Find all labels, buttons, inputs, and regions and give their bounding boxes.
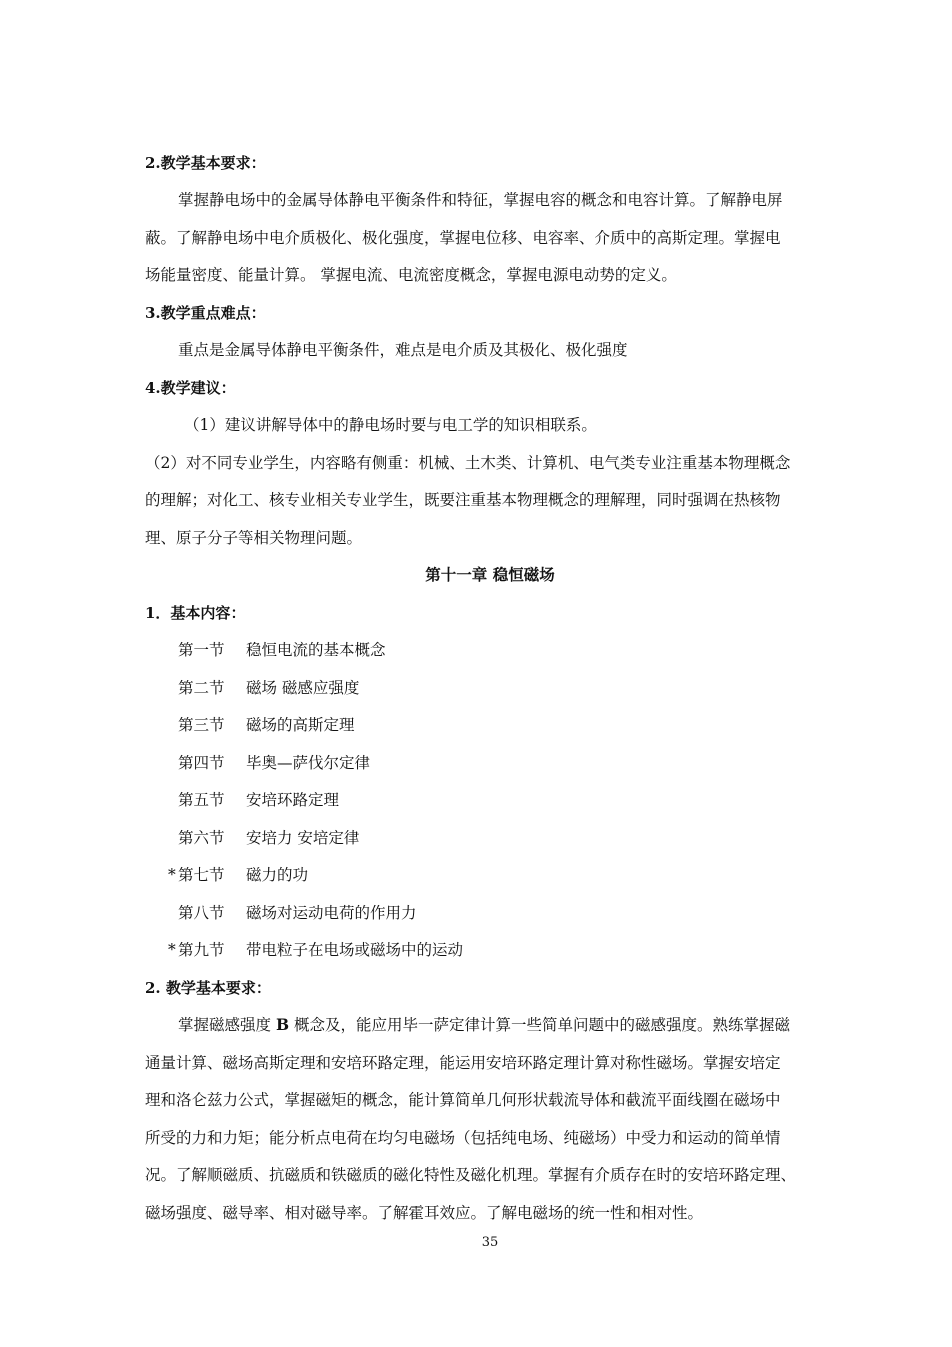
text-segment: 概念及，能应用毕一萨定律计算一些简单问题中的磁感强度。熟练掌握磁 bbox=[289, 1016, 790, 1034]
section-number: 第八节 bbox=[178, 904, 225, 922]
symbol-b: B bbox=[275, 1015, 290, 1034]
section-number: 第九节 bbox=[178, 941, 225, 959]
paragraph-line: 理和洛仑兹力公式，掌握磁矩的概念，能计算简单几何形状载流导体和截流平面线圈在磁场中 bbox=[145, 1091, 781, 1109]
section-title: 安培环路定理 bbox=[246, 791, 340, 809]
heading-basic-content: 1．基本内容： bbox=[145, 604, 246, 622]
heading-teaching-requirements: 2.教学基本要求： bbox=[145, 154, 266, 172]
paragraph-line: 所受的力和力矩；能分析点电荷在均匀电磁场（包括纯电场、纯磁场）中受力和运动的简单情 bbox=[145, 1129, 781, 1147]
paragraph-line: 掌握静电场中的金属导体静电平衡条件和特征，掌握电容的概念和电容计算。了解静电屏 bbox=[178, 191, 783, 209]
section-item bbox=[178, 677, 878, 699]
section-number: 第四节 bbox=[178, 754, 225, 772]
section-item bbox=[178, 752, 878, 774]
paragraph-line: 蔽。了解静电场中电介质极化、极化强度，掌握电位移、电容率、介质中的高斯定理。掌握电 bbox=[145, 229, 781, 247]
section-number: 第三节 bbox=[178, 716, 225, 734]
section-title: 安培力 安培定律 bbox=[246, 829, 360, 847]
optional-star-marker: * bbox=[168, 866, 176, 884]
section-title: 磁场对运动电荷的作用力 bbox=[246, 904, 417, 922]
section-title: 磁场的高斯定理 bbox=[246, 716, 355, 734]
paragraph-line: 理、原子分子等相关物理问题。 bbox=[145, 529, 363, 547]
section-item bbox=[178, 864, 878, 886]
text-segment: 掌握磁感强度 bbox=[178, 1016, 276, 1034]
section-item bbox=[178, 827, 878, 849]
section-title: 磁力的功 bbox=[246, 866, 309, 884]
section-item bbox=[178, 789, 878, 811]
section-item bbox=[178, 714, 878, 736]
chapter-title: 第十一章 稳恒磁场 bbox=[425, 565, 555, 584]
section-item bbox=[178, 902, 878, 924]
section-item bbox=[178, 939, 878, 961]
paragraph-line: 场能量密度、能量计算。 掌握电流、电流密度概念，掌握电源电动势的定义。 bbox=[145, 266, 677, 284]
section-title: 稳恒电流的基本概念 bbox=[246, 641, 386, 659]
paragraph-line: 通量计算、磁场高斯定理和安培环路定理，能运用安培环路定理计算对称性磁场。掌握安培定 bbox=[145, 1054, 781, 1072]
section-item bbox=[178, 639, 878, 661]
section-title: 磁场 磁感应强度 bbox=[246, 679, 360, 697]
page-number: 35 bbox=[481, 1235, 499, 1250]
heading-chapter-requirements: 2. 教学基本要求： bbox=[145, 979, 271, 997]
section-title: 毕奥—萨伐尔定律 bbox=[246, 754, 371, 772]
section-number: 第五节 bbox=[178, 791, 225, 809]
section-number: 第一节 bbox=[178, 641, 225, 659]
paragraph-line: 磁场强度、磁导率、相对磁导率。了解霍耳效应。了解电磁场的统一性和相对性。 bbox=[145, 1204, 704, 1222]
optional-star-marker: * bbox=[168, 941, 176, 959]
heading-teaching-suggestions: 4.教学建议： bbox=[145, 379, 236, 397]
paragraph-line: （2）对不同专业学生，内容略有侧重：机械、土木类、计算机、电气类专业注重基本物理概念 bbox=[145, 454, 791, 472]
paragraph-line bbox=[178, 1014, 878, 1036]
heading-key-points: 3.教学重点难点： bbox=[145, 304, 266, 322]
paragraph-line: 的理解；对化工、核专业相关专业学生，既要注重基本物理概念的理解理，同时强调在热核物 bbox=[145, 491, 781, 509]
section-title: 带电粒子在电场或磁场中的运动 bbox=[246, 941, 464, 959]
section-number: 第二节 bbox=[178, 679, 225, 697]
paragraph-line: 重点是金属导体静电平衡条件，难点是电介质及其极化、极化强度 bbox=[178, 341, 628, 359]
paragraph-line: （1）建议讲解导体中的静电场时要与电工学的知识相联系。 bbox=[184, 416, 597, 434]
section-number: 第七节 bbox=[178, 866, 225, 884]
section-number: 第六节 bbox=[178, 829, 225, 847]
paragraph-line: 况。了解顺磁质、抗磁质和铁磁质的磁化特性及磁化机理。掌握有介质存在时的安培环路定理、 bbox=[145, 1166, 797, 1184]
